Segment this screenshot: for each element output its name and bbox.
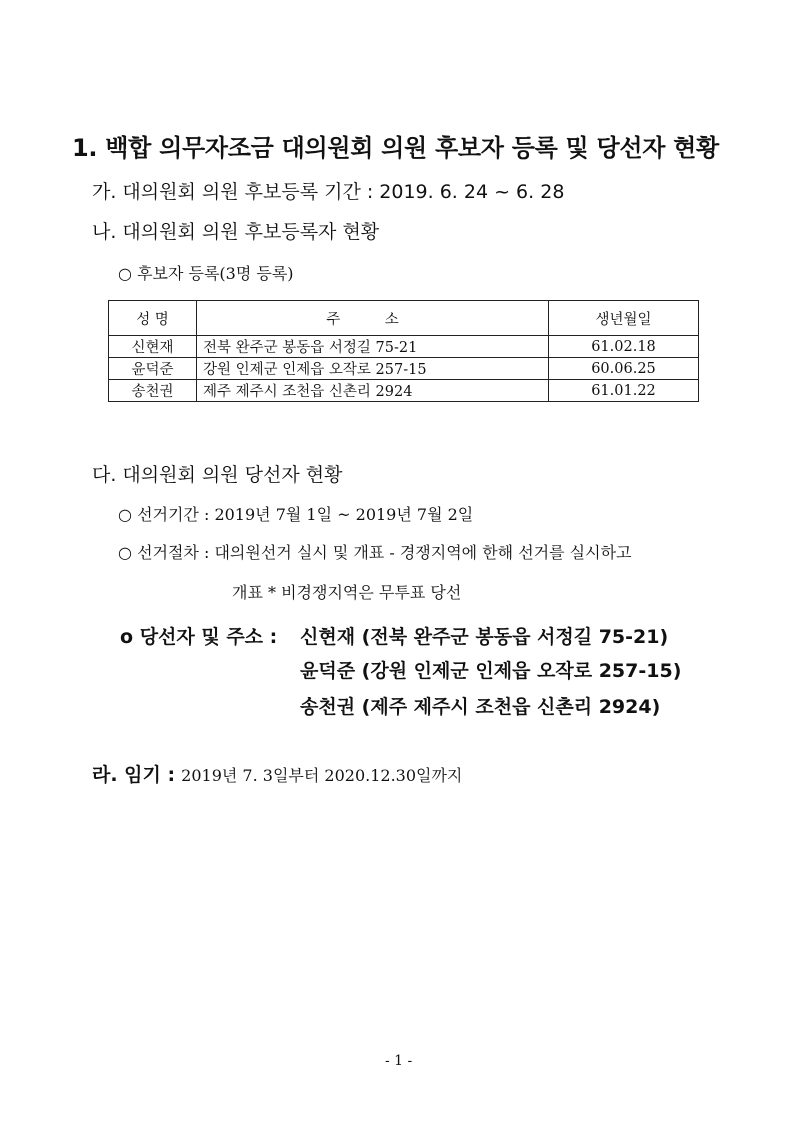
cell-name: 신현재: [109, 336, 197, 358]
section-na-candidate-status: 나. 대의원회 의원 후보등록자 현황: [92, 221, 380, 243]
winners-label: [120, 622, 277, 649]
bullet-circle-icon: ○: [118, 505, 132, 524]
section-da-winner-status: 다. 대의원회 의원 당선자 현황: [92, 464, 343, 486]
term-line: [92, 760, 462, 787]
table-row: [109, 358, 699, 380]
header-address: 주 소: [197, 301, 549, 336]
winner-entry: 송천권 (제주 제주시 조천읍 신촌리 2924): [300, 696, 661, 718]
election-procedure-continuation: 개표 * 비경쟁지역은 무투표 당선: [232, 583, 462, 602]
election-period-text: 선거기간 : 2019년 7월 1일 ~ 2019년 7월 2일: [137, 505, 474, 524]
header-birthdate: 생년월일: [549, 301, 699, 336]
election-procedure-line: [118, 540, 632, 563]
table-row: [109, 380, 699, 402]
cell-birthdate: 60.06.25: [549, 358, 699, 380]
election-procedure-text: 선거절차 : 대의원선거 실시 및 개표 - 경쟁지역에 한해 선거를 실시하고: [137, 543, 632, 562]
term-value: 2019년 7. 3일부터 2020.12.30일까지: [181, 766, 463, 785]
cell-birthdate: 61.02.18: [549, 336, 699, 358]
winners-label-text: 당선자 및 주소 :: [139, 626, 278, 648]
cell-address: 전북 완주군 봉동읍 서정길 75-21: [197, 336, 549, 358]
cell-birthdate: 61.01.22: [549, 380, 699, 402]
section-ga-registration-period: 가. 대의원회 의원 후보등록 기간 : 2019. 6. 24 ~ 6. 28: [92, 181, 565, 203]
bullet-circle-icon: ○: [118, 264, 132, 283]
page-number: - 1 -: [385, 1053, 413, 1069]
term-label: 라. 임기 :: [92, 764, 176, 786]
cell-address: 제주 제주시 조천읍 신촌리 2924: [197, 380, 549, 402]
registration-text: 후보자 등록(3명 등록): [137, 264, 294, 283]
bullet-icon: o: [120, 626, 134, 648]
document-title: 1. 백합 의무자조금 대의원회 의원 후보자 등록 및 당선자 현황: [72, 134, 719, 162]
candidate-table: [108, 300, 699, 402]
cell-address: 강원 인제군 인제읍 오작로 257-15: [197, 358, 549, 380]
election-period-line: [118, 502, 473, 525]
cell-name: 윤덕준: [109, 358, 197, 380]
registration-line: [118, 261, 294, 284]
table-row: [109, 336, 699, 358]
table-header-row: [109, 301, 699, 336]
winner-entry: 윤덕준 (강원 인제군 인제읍 오작로 257-15): [300, 660, 682, 682]
bullet-circle-icon: ○: [118, 543, 132, 562]
cell-name: 송천권: [109, 380, 197, 402]
winner-entry: 신현재 (전북 완주군 봉동읍 서정길 75-21): [300, 626, 669, 648]
header-name: 성 명: [109, 301, 197, 336]
